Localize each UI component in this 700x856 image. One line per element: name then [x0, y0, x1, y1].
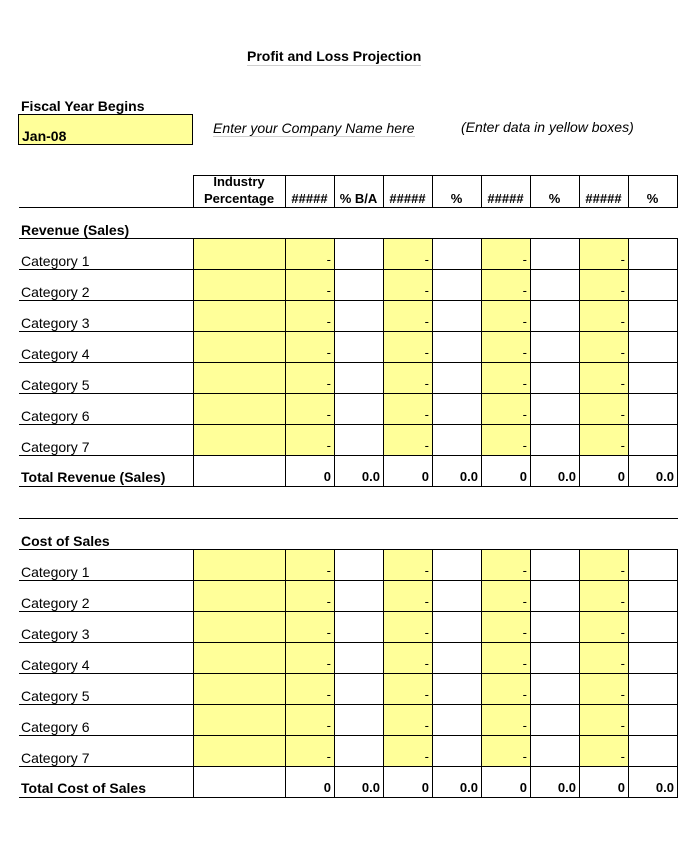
total-cell: 0	[323, 780, 331, 795]
total-cell: 0.0	[361, 780, 380, 795]
column-header: %	[450, 191, 463, 206]
row-label: Category 5	[21, 688, 90, 704]
column-header: #####	[487, 191, 524, 206]
row-label: Category 3	[21, 626, 90, 642]
computed-cell: -	[326, 749, 331, 764]
computed-cell: -	[620, 594, 625, 609]
computed-cell: -	[326, 718, 331, 733]
computed-cell: -	[424, 718, 429, 733]
computed-cell: -	[522, 438, 527, 453]
grid-line	[19, 207, 678, 208]
row-label: Category 2	[21, 595, 90, 611]
computed-cell: -	[620, 438, 625, 453]
row-label: Category 7	[21, 750, 90, 766]
grid-line	[193, 549, 194, 797]
total-cell: 0.0	[655, 469, 674, 484]
row-label: Category 3	[21, 315, 90, 331]
computed-cell: -	[424, 594, 429, 609]
grid-line	[530, 549, 531, 797]
column-header: #####	[389, 191, 426, 206]
computed-cell: -	[620, 687, 625, 702]
computed-cell: -	[522, 594, 527, 609]
total-cell: 0	[617, 469, 625, 484]
industry-percentage-header: Percentage	[203, 191, 275, 206]
computed-cell: -	[326, 625, 331, 640]
row-label: Category 7	[21, 439, 90, 455]
computed-cell: -	[522, 252, 527, 267]
input-cell[interactable]	[193, 611, 285, 642]
input-cell[interactable]	[193, 704, 285, 735]
fiscal-year-label: Fiscal Year Begins	[21, 98, 145, 114]
grid-line	[628, 549, 629, 797]
column-header: %	[548, 191, 561, 206]
computed-cell: -	[522, 314, 527, 329]
input-cell[interactable]	[193, 269, 285, 300]
computed-cell: -	[522, 345, 527, 360]
grid-line	[432, 549, 433, 797]
grid-line	[432, 238, 433, 486]
row-label: Category 1	[21, 253, 90, 269]
row-label: Category 4	[21, 346, 90, 362]
row-label: Category 5	[21, 377, 90, 393]
row-label: Category 6	[21, 408, 90, 424]
grid-line	[334, 549, 335, 797]
company-name-field[interactable]: Enter your Company Name here	[213, 120, 415, 136]
computed-cell: -	[620, 376, 625, 391]
total-cell: 0	[617, 780, 625, 795]
computed-cell: -	[620, 345, 625, 360]
computed-cell: -	[424, 563, 429, 578]
computed-cell: -	[522, 283, 527, 298]
computed-cell: -	[326, 283, 331, 298]
total-cell: 0	[323, 469, 331, 484]
computed-cell: -	[620, 407, 625, 422]
computed-cell: -	[326, 407, 331, 422]
computed-cell: -	[620, 283, 625, 298]
computed-cell: -	[522, 687, 527, 702]
section-title: Cost of Sales	[21, 533, 110, 549]
computed-cell: -	[326, 656, 331, 671]
grid-line	[677, 175, 678, 207]
computed-cell: -	[424, 656, 429, 671]
computed-cell: -	[424, 376, 429, 391]
input-cell[interactable]	[193, 735, 285, 766]
total-cell: 0.0	[655, 780, 674, 795]
column-header: #####	[585, 191, 622, 206]
computed-cell: -	[522, 718, 527, 733]
input-cell[interactable]	[193, 331, 285, 362]
grid-line	[19, 518, 678, 519]
computed-cell: -	[326, 563, 331, 578]
column-header: %	[646, 191, 659, 206]
computed-cell: -	[522, 656, 527, 671]
input-cell[interactable]	[193, 580, 285, 611]
computed-cell: -	[620, 314, 625, 329]
total-cell: 0	[519, 469, 527, 484]
computed-cell: -	[424, 252, 429, 267]
total-cell: 0	[421, 780, 429, 795]
input-cell[interactable]	[193, 238, 285, 269]
computed-cell: -	[522, 625, 527, 640]
computed-cell: -	[522, 407, 527, 422]
grid-line	[530, 238, 531, 486]
row-label: Category 6	[21, 719, 90, 735]
grid-line	[628, 238, 629, 486]
computed-cell: -	[326, 687, 331, 702]
row-label: Category 1	[21, 564, 90, 580]
computed-cell: -	[522, 376, 527, 391]
total-cell: 0.0	[459, 780, 478, 795]
computed-cell: -	[620, 718, 625, 733]
computed-cell: -	[424, 283, 429, 298]
computed-cell: -	[522, 563, 527, 578]
computed-cell: -	[326, 438, 331, 453]
instructions-note: (Enter data in yellow boxes)	[461, 119, 634, 135]
computed-cell: -	[326, 252, 331, 267]
column-header: #####	[291, 191, 328, 206]
industry-percentage-header: Industry	[213, 174, 265, 189]
computed-cell: -	[424, 438, 429, 453]
grid-line	[19, 797, 678, 798]
input-cell[interactable]	[193, 642, 285, 673]
computed-cell: -	[620, 656, 625, 671]
total-cell: 0.0	[557, 780, 576, 795]
fiscal-year-input[interactable]: Jan-08	[18, 114, 193, 145]
computed-cell: -	[620, 252, 625, 267]
input-cell[interactable]	[193, 362, 285, 393]
grid-line	[193, 238, 194, 486]
total-cell: 0	[519, 780, 527, 795]
input-cell[interactable]	[193, 673, 285, 704]
computed-cell: -	[620, 625, 625, 640]
computed-cell: -	[424, 345, 429, 360]
input-cell[interactable]	[193, 424, 285, 455]
computed-cell: -	[326, 345, 331, 360]
column-header: % B/A	[339, 191, 378, 206]
computed-cell: -	[326, 314, 331, 329]
grid-line	[19, 486, 678, 487]
computed-cell: -	[326, 376, 331, 391]
total-cell: 0	[421, 469, 429, 484]
total-row-label: Total Revenue (Sales)	[21, 469, 166, 485]
computed-cell: -	[326, 594, 331, 609]
total-cell: 0.0	[557, 469, 576, 484]
input-cell[interactable]	[193, 300, 285, 331]
computed-cell: -	[424, 314, 429, 329]
row-label: Category 2	[21, 284, 90, 300]
computed-cell: -	[424, 749, 429, 764]
grid-line	[334, 238, 335, 486]
total-cell: 0.0	[361, 469, 380, 484]
total-cell: 0.0	[459, 469, 478, 484]
input-cell[interactable]	[193, 549, 285, 580]
row-label: Category 4	[21, 657, 90, 673]
computed-cell: -	[620, 749, 625, 764]
grid-line	[677, 238, 678, 486]
computed-cell: -	[424, 407, 429, 422]
computed-cell: -	[522, 749, 527, 764]
input-cell[interactable]	[193, 393, 285, 424]
page-title: Profit and Loss Projection	[247, 48, 422, 64]
grid-line	[677, 549, 678, 797]
computed-cell: -	[620, 563, 625, 578]
total-row-label: Total Cost of Sales	[21, 780, 146, 796]
section-title: Revenue (Sales)	[21, 222, 130, 238]
computed-cell: -	[424, 687, 429, 702]
computed-cell: -	[424, 625, 429, 640]
